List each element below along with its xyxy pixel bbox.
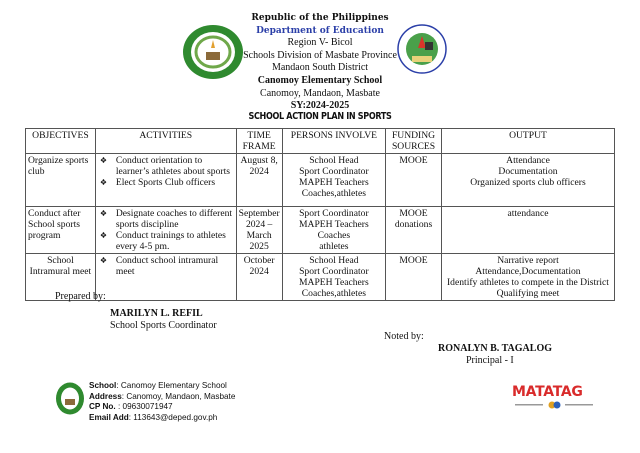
persons-cell: School Head Sport Coordinator MAPEH Teachers Coaches,athletes [282, 254, 385, 301]
prepared-by-label: Prepared by: [55, 291, 106, 302]
objective-cell: School Intramural meet [26, 254, 96, 301]
activity-item: ❖ Conduct orientation to learner’s athletes about sports [100, 155, 234, 177]
activity-item: ❖ Designate coaches to different sports discipline [100, 208, 234, 230]
objective-cell: Conduct after School sports program [26, 207, 96, 254]
letterhead [170, 12, 470, 113]
footer-school-logo [55, 382, 85, 415]
action-plan-table [25, 128, 615, 301]
header-time-frame: TIME FRAME [236, 129, 282, 154]
district-line: Mandaon South District [271, 62, 369, 74]
school-name: Canomoy Elementary School [257, 74, 383, 86]
activity-item: ❖ Elect Sports Club officers [100, 177, 234, 188]
division-line: Schools Division of Masbate Province [243, 49, 397, 61]
activities-cell [95, 154, 236, 207]
noted-role: Principal - I [466, 355, 514, 366]
output-cell: Narrative report Attendance,Documentation Identify athletes to compete in the District Qualifying meet [441, 254, 614, 301]
table-header-row [26, 129, 615, 154]
table-row [26, 254, 615, 301]
header-funding: FUNDING SOURCES [386, 129, 442, 154]
persons-cell: School Head Sport Coordinator MAPEH Teachers Coaches,athletes [282, 154, 385, 207]
matatag-logo: MATATAG [512, 384, 583, 400]
prepared-role: School Sports Coordinator [110, 320, 217, 331]
funding-cell: MOOE [386, 254, 442, 301]
table-row [26, 154, 615, 207]
republic-line: Republic of the Philippines [251, 13, 389, 23]
output-cell: attendance [441, 207, 614, 254]
activity-item: ❖ Conduct trainings to athletes every 4-5 pm. [100, 230, 234, 252]
funding-cell: MOOE donations [386, 207, 442, 254]
time-cell: August 8, 2024 [236, 154, 282, 207]
table-row [26, 207, 615, 254]
footer-contact: School: Canomoy Elementary School Address: Canomoy, Mandaon, Masbate CP No. : 09630071947 Email Add: 113643@deped.gov.ph [89, 381, 236, 422]
header-activities: ACTIVITIES [95, 129, 236, 154]
time-cell: September 2024 – March 2025 [236, 207, 282, 254]
noted-name: RONALYN B. TAGALOG [438, 343, 553, 354]
header-objectives: OBJECTIVES [26, 129, 96, 154]
matatag-heart-icon [515, 401, 595, 409]
school-address: Canomoy, Mandaon, Masbate [260, 87, 380, 99]
activities-cell [95, 207, 236, 254]
region-line: Region V- Bicol [287, 37, 353, 49]
output-cell: Attendance Documentation Organized sports club officers [441, 154, 614, 207]
activity-item: ❖ Conduct school intramural meet [100, 255, 234, 277]
school-year: SY:2024-2025 [290, 100, 350, 112]
activities-cell [95, 254, 236, 301]
header-output: OUTPUT [441, 129, 614, 154]
persons-cell: Sport Coordinator MAPEH Teachers Coaches athletes [282, 207, 385, 254]
funding-cell: MOOE [386, 154, 442, 207]
department-line: Department of Education [256, 25, 384, 36]
prepared-name: MARILYN L. REFIL [110, 308, 203, 319]
noted-by-label: Noted by: [384, 331, 424, 342]
header-persons: PERSONS INVOLVE [282, 129, 385, 154]
time-cell: October 2024 [236, 254, 282, 301]
document-title: SCHOOL ACTION PLAN IN SPORTS [248, 111, 392, 122]
objective-cell: Organize sports club [26, 154, 96, 207]
